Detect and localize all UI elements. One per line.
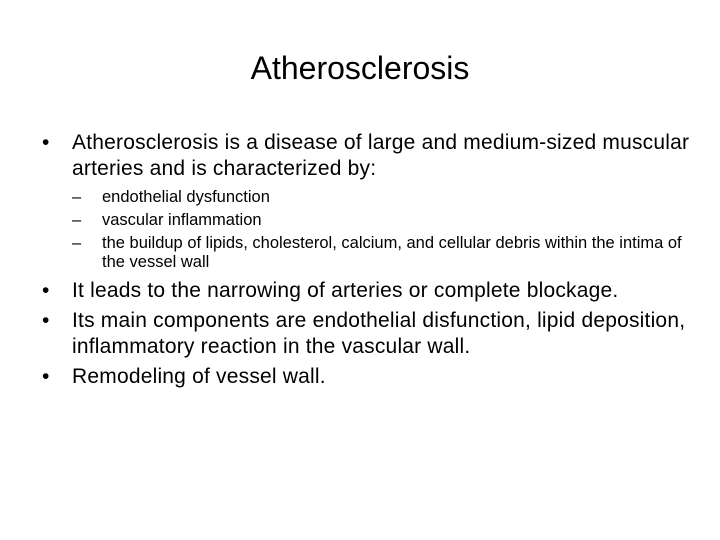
sub-bullet-item bbox=[72, 211, 700, 230]
sub-bullet-item bbox=[72, 234, 700, 272]
sub-bullet-item bbox=[72, 188, 700, 207]
bullet-marker: • bbox=[42, 309, 50, 332]
slide-content bbox=[40, 130, 700, 394]
bullet-marker: • bbox=[42, 365, 50, 388]
bullet-text: Its main components are endothelial disfunction, lipid deposition, inflammatory reaction in the vascular wall. bbox=[72, 309, 686, 358]
sub-bullet-marker: – bbox=[72, 211, 82, 229]
sub-bullet-text: endothelial dysfunction bbox=[102, 188, 270, 206]
sub-bullet-marker: – bbox=[72, 234, 82, 252]
slide-title: Atherosclerosis bbox=[250, 50, 470, 86]
sub-bullet-marker: – bbox=[72, 188, 82, 206]
bullet-marker: • bbox=[42, 279, 50, 302]
bullet-item bbox=[40, 308, 700, 360]
sub-bullet-text: vascular inflammation bbox=[102, 211, 262, 229]
bullet-text: Atherosclerosis is a disease of large and medium-sized muscular arteries and is characterized by: bbox=[72, 131, 690, 180]
bullet-text: It leads to the narrowing of arteries or complete blockage. bbox=[72, 279, 619, 302]
bullet-marker: • bbox=[42, 131, 50, 154]
bullet-item bbox=[40, 278, 700, 304]
sub-bullet-text: the buildup of lipids, cholesterol, calcium, and cellular debris within the intima of the vessel wall bbox=[102, 234, 682, 271]
bullet-item bbox=[40, 364, 700, 390]
sub-bullet-list bbox=[72, 188, 700, 272]
bullet-item bbox=[40, 130, 700, 182]
bullet-text: Remodeling of vessel wall. bbox=[72, 365, 326, 388]
